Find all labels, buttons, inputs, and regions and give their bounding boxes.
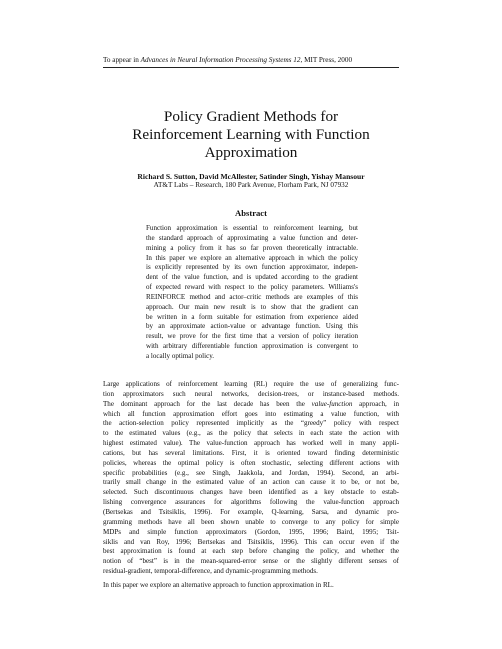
title-line: Approximation bbox=[204, 144, 298, 161]
abstract-line: result, we prove for the first time that a version of policy iteration bbox=[146, 332, 358, 341]
publication-note bbox=[103, 56, 403, 65]
abstract-line: Function approximation is essential to reinforcement learning, but bbox=[146, 224, 358, 232]
abstract-line: In this paper we explore an alternative approach in which the policy bbox=[146, 253, 358, 262]
body-line: tion approximators such neural networks, decision-trees, or instance-based methods. bbox=[103, 389, 399, 398]
body-line: to the estimated values (e.g., as the policy that selects in each state the action with bbox=[103, 429, 399, 438]
abstract-line: the standard approach of approximating a value function and deter- bbox=[146, 233, 358, 242]
paper-title bbox=[60, 108, 442, 162]
abstract-line: with arbitrary differentiable function approximation is convergent to bbox=[146, 342, 358, 351]
body-line: notion of “best” is in the mean-squared-error sense or the slightly different senses of bbox=[103, 557, 399, 566]
body-line: highest estimated value). The value-function approach has worked well in many appli- bbox=[103, 439, 399, 448]
abstract-line: by an approximate action-value or advantage function. Using this bbox=[146, 322, 358, 331]
abstract-line: mining a policy from it has so far proven theoretically intractable. bbox=[146, 243, 358, 252]
body-line: policies, whereas the optimal policy is often stochastic, selecting different actions with bbox=[103, 458, 399, 467]
body-line-text: The dominant approach for the last decade has been the bbox=[103, 399, 312, 408]
body-line: cations, but has several limitations. First, it is oriented toward finding deterministic bbox=[103, 448, 399, 457]
title-line: Reinforcement Learning with Function bbox=[132, 126, 370, 143]
body-line: lishing convergence assurances for algorithms following the value-function approach bbox=[103, 498, 399, 507]
body-line bbox=[103, 400, 399, 410]
author-list: Richard S. Sutton, David McAllester, Satinder Singh, Yishay Mansour bbox=[137, 172, 365, 181]
abstract-line: a locally optimal policy. bbox=[146, 351, 215, 360]
emphasis-value-function: value-function bbox=[311, 399, 353, 408]
abstract-line: dent of the value function, and is updated according to the gradient bbox=[146, 273, 358, 282]
abstract-body bbox=[146, 224, 358, 362]
body-line: siklis and van Roy, 1996; Bertsekas and Tsitsiklis, 1996). This can occur even if the bbox=[103, 537, 399, 546]
publication-venue: Advances in Neural Information Processing Systems 12 bbox=[140, 56, 301, 64]
body-line: residual-gradient, temporal-difference, and dynamic-programming methods. bbox=[103, 567, 318, 576]
body-line: selected. Such discontinuous changes have been identified as a key obstacle to estab- bbox=[103, 488, 399, 497]
body-line: In this paper we explore an alternative approach to function approximation in RL. bbox=[103, 580, 334, 589]
abstract-line: REINFORCE method and actor–critic methods are examples of this bbox=[146, 292, 358, 301]
body-text bbox=[103, 380, 399, 591]
abstract-line: be written in a form suitable for estimation from experience aided bbox=[146, 312, 358, 321]
publication-note-prefix: To appear in bbox=[103, 56, 141, 64]
abstract-line: of expected reward with respect to the policy parameters. Williams's bbox=[146, 283, 358, 292]
title-line: Policy Gradient Methods for bbox=[163, 108, 339, 125]
abstract-heading: Abstract bbox=[235, 208, 267, 218]
body-line: MDPs and simple function approximators (Gordon, 1995, 1996; Baird, 1995; Tsit- bbox=[103, 527, 399, 536]
body-line: Large applications of reinforcement learning (RL) require the use of generalizing func- bbox=[103, 380, 399, 388]
header-rule bbox=[103, 67, 399, 68]
body-line: (Bertsekas and Tsitsiklis, 1996). For example, Q-learning, Sarsa, and dynamic pro- bbox=[103, 507, 399, 516]
abstract-line: approach. Our main new result is to show that the gradient can bbox=[146, 302, 358, 311]
body-line: trarily small change in the estimated value of an action can cause it to be, or not be, bbox=[103, 478, 399, 487]
body-line-text: approach, in bbox=[352, 399, 399, 408]
publication-note-suffix: , MIT Press, 2000 bbox=[300, 56, 353, 64]
body-line: best approximation is found at each step before changing the policy, and whether the bbox=[103, 547, 399, 556]
abstract-line: is explicitly represented by its own function approximator, indepen- bbox=[146, 263, 358, 272]
body-line: specific probabilities (e.g., see Singh, Jaakkola, and Jordan, 1994). Second, an arbi- bbox=[103, 468, 399, 477]
affiliation: AT&T Labs – Research, 180 Park Avenue, Florham Park, NJ 07932 bbox=[153, 181, 349, 189]
body-line: the action-selection policy represented implicitly as the “greedy” policy with respect bbox=[103, 419, 399, 428]
body-line: which all function approximation effort goes into estimating a value function, with bbox=[103, 409, 399, 418]
body-line: gramming methods have all been shown unable to converge to any policy for simple bbox=[103, 517, 399, 526]
